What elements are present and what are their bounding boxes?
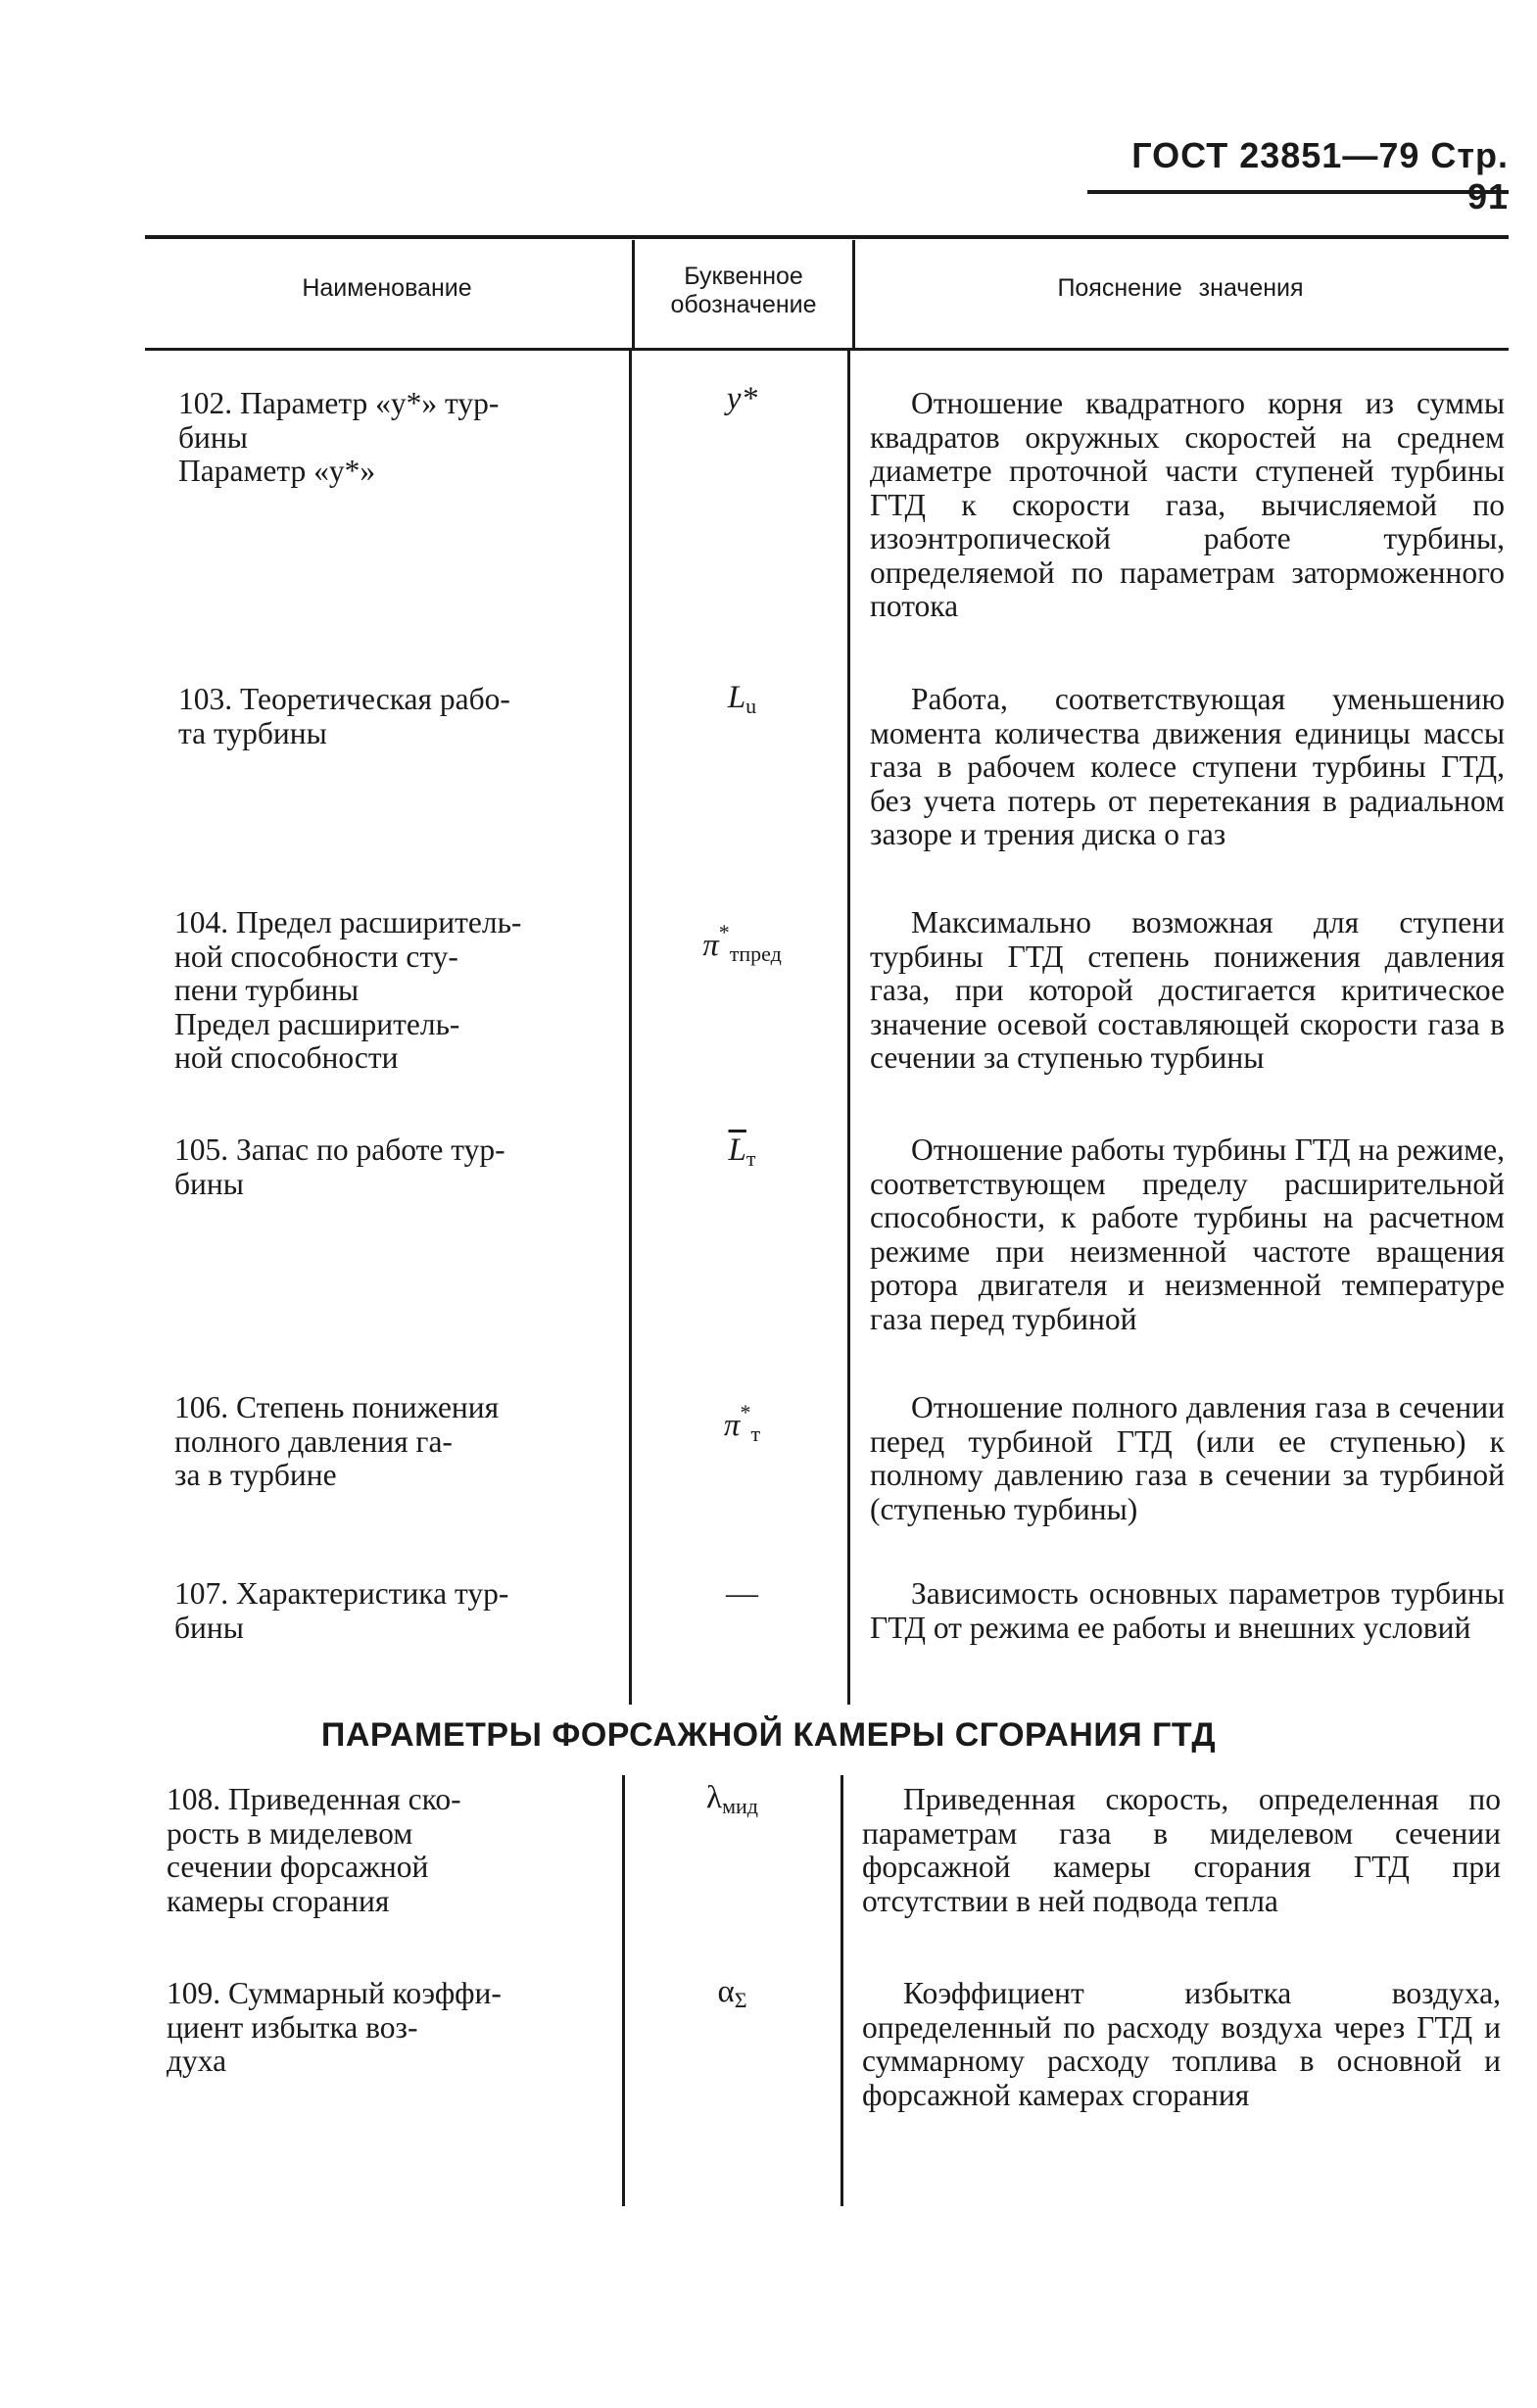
- symbol-superscript: *: [718, 920, 730, 944]
- column-header-name: Наименование: [302, 274, 472, 302]
- term-name: 102. Параметр «y*» тур- бины Параметр «y*»: [178, 386, 500, 488]
- column-divider-2: [852, 240, 855, 348]
- symbol-subscript: тпред: [729, 941, 782, 966]
- symbol-subscript: т: [750, 1421, 761, 1446]
- term-symbol: [637, 1133, 847, 1177]
- term-symbol: [637, 1396, 847, 1452]
- symbol-main: L: [727, 680, 746, 715]
- symbol-main: $\overline{L}$: [728, 1132, 746, 1168]
- term-symbol: [637, 916, 847, 972]
- symbol-subscript: Σ: [734, 1988, 747, 2012]
- term-name: 108. Приведенная ско- рость в миделевом сечении форсажной камеры сгорания: [167, 1782, 461, 1918]
- column-header-symbol: Буквенное обозначение: [670, 263, 817, 318]
- header-rule: [1087, 190, 1509, 194]
- symbol-main: α: [717, 1974, 735, 2009]
- symbol-subscript: т: [745, 1146, 756, 1171]
- symbol-subscript: u: [745, 694, 757, 718]
- term-name: 106. Степень понижения полного давления га- за в турбине: [174, 1390, 500, 1492]
- column-divider-2: [841, 1775, 843, 2206]
- term-description: Приведенная скорость, определенная по параметрам газа в миделевом сечении форсажной камеры сгорания ГТД при отсутствии в ней подвода тепла: [862, 1782, 1501, 1918]
- term-description: Зависимость основных параметров турбины ГТД от режима ее работы и внешних условий: [870, 1576, 1505, 1645]
- column-divider-1: [629, 351, 632, 1705]
- term-description: Коэффициент избытка воздуха, определенный по расходу воздуха через ГТД и суммарному расходу топлива в основной и форсажной камерах сгорания: [862, 1976, 1501, 2112]
- column-divider-1: [632, 240, 635, 348]
- term-symbol: y*: [726, 381, 758, 416]
- term-description: Максимально возможная для ступени турбины ГТД степень понижения давления газа, при которой достигается критическое значение осевой составляющей скорости газа в сечении за ступенью турбины: [870, 905, 1505, 1075]
- column-divider-1: [622, 1775, 625, 2206]
- table-head-rule: [145, 348, 1509, 351]
- term-name: 104. Предел расширитель- ной способности сту- пени турбины Предел расширитель- ной способности: [174, 905, 522, 1075]
- symbol-main: π: [702, 928, 719, 963]
- term-name: 103. Теоретическая рабо- та турбины: [178, 682, 510, 750]
- symbol-main: π: [723, 1408, 741, 1443]
- section-title: ПАРАМЕТРЫ ФОРСАЖНОЙ КАМЕРЫ СГОРАНИЯ ГТД: [320, 1716, 1217, 1754]
- term-symbol: [637, 681, 847, 724]
- column-divider-2: [847, 351, 850, 1705]
- column-header-description: Пояснение значения: [1057, 274, 1304, 302]
- symbol-subscript: мид: [722, 1794, 758, 1818]
- term-name: 109. Суммарный коэффи- циент избытка воз- духа: [167, 1976, 502, 2078]
- term-description: Отношение работы турбины ГТД на режиме, соответствующем пределу расширительной способности, к работе турбины на расчетном режиме при неизменной частоте вращения ротора двигателя и неизменной температуре газа перед турбиной: [870, 1132, 1505, 1336]
- term-name: 107. Характеристика тур- бины: [174, 1576, 509, 1645]
- symbol-superscript: *: [740, 1400, 751, 1424]
- term-symbol: [627, 1975, 838, 2018]
- term-symbol: [627, 1781, 838, 1824]
- term-description: Работа, соответствующая уменьшению момента количества движения единицы массы газа в рабочем колесе ступени турбины ГТД, без учета потерь от перетекания в радиальном зазоре и трения диска о газ: [870, 682, 1505, 851]
- term-description: Отношение квадратного корня из суммы квадратов окружных скоростей на среднем диаметре проточной части ступеней турбины ГТД к скорости газа, вычисляемой по изоэнтропической работе турбины, определяемой по параметрам заторможенного потока: [870, 386, 1505, 623]
- term-name: 105. Запас по работе тур- бины: [174, 1132, 505, 1201]
- page-header-text: ГОСТ 23851—79 Стр. 91: [1131, 135, 1509, 217]
- symbol-main: λ: [706, 1780, 723, 1815]
- term-description: Отношение полного давления газа в сечении перед турбиной ГТД (или ее ступенью) к полному давлению газа в сечении за турбиной (ступенью турбины): [870, 1390, 1505, 1526]
- table-top-rule: [145, 235, 1509, 239]
- page-header: [1087, 135, 1509, 217]
- term-symbol: —: [726, 1576, 758, 1612]
